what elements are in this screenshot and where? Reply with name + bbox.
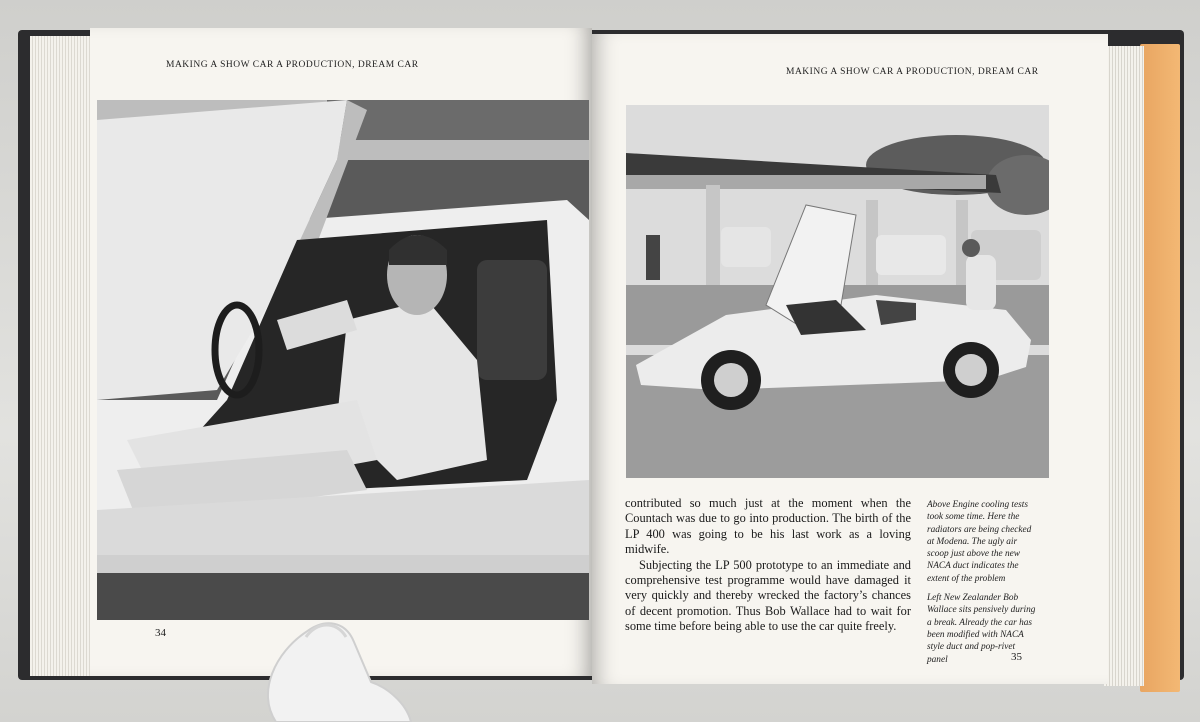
driver-in-cockpit-illustration [97,100,589,620]
body-paragraph: Subjecting the LP 500 prototype to an immediate and comprehensive test programme would have damaged it very quickly and thereby wrecked the factory’s chances of decent promotion. Thus Bob Wallace had to wait for some time before being able to use the car quite freely. [625,557,911,634]
body-paragraph: contributed so much just at the moment when the Countach was due to go into production. The birth of the LP 400 was going to be his last work as a loving midwife. [625,496,911,557]
caption-above: Above Engine cooling tests took some time. Here the radiators are being checked at Modena. The ugly air scoop just above the new NACA duct indicates the extent of the problem [927,500,1032,584]
left-running-head: MAKING A SHOW CAR A PRODUCTION, DREAM CAR [166,60,419,70]
countach-illustration [626,105,1049,478]
book-cover-edge [1140,44,1180,692]
page-stack-right [1104,46,1144,686]
page-stack-left [30,36,94,676]
body-text [625,496,911,635]
caption-left: Left New Zealander Bob Wallace sits pensively during a break. Already the car has been modified with NACA style duct and pop-rivet panel [927,593,1036,665]
right-running-head: MAKING A SHOW CAR A PRODUCTION, DREAM CAR [786,67,1039,77]
countach-cooling-test-photo [626,105,1049,478]
photo-captions [927,499,1037,673]
right-page-number: 35 [1011,651,1022,663]
gloved-hand [236,612,416,722]
driver-in-cockpit-photo [97,100,589,620]
left-page-number: 34 [155,627,166,639]
